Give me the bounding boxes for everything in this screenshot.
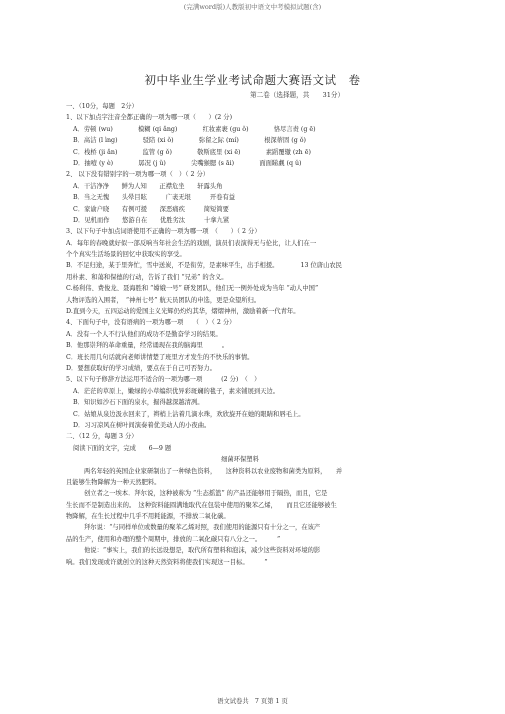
- text-line: 二、（12 分，每题 3 分）: [66, 433, 138, 441]
- text-line: A．干洁净净 鲜为人知 正襟危坐 轩露头角: [73, 182, 223, 190]
- text-line: B．不足归途，某于里奔忙，雪中送炭，不是衔劳，是素味平生，出手相援。 13 位唐山农民: [66, 262, 342, 270]
- exam-content: [66, 101, 444, 568]
- exam-subtitle: 第二卷（选择题，共 31分）: [250, 91, 345, 99]
- text-line: C.杨利伟、费俊龙、聂海胜和 “嫦娥一号” 研发团队，他们无一例外处成为当年 “动人中国”: [66, 285, 319, 293]
- text-line: B．高洁 (l ìng) 驳陪 (xi ǒ) 弥留之际 (mí) 根深蒂固 (g ǒ): [73, 137, 306, 145]
- text-line: 阅读下面的文字，完成 6—9 题: [73, 444, 172, 452]
- text-line: 响。我们发现或许就创立的这种天然资料将使我们实现这一目标。 ”: [66, 558, 268, 566]
- text-line: D.直到今天，五四运动的爱国主义光辉仍灼灼其华，熠熠神州，激励着新一代青年。: [66, 308, 300, 316]
- text-line: 且能够生物降解为一种天然肥料。: [66, 478, 161, 486]
- text-line: 两名年轻的英国企业家研制出了一种绿色资料， 这种资料以农业废物和菌类为原料， 并: [84, 467, 343, 475]
- text-line: 品的生产，使用和办理的整个周期中，排放的二氧化碳只有八分之一。 ”: [66, 535, 281, 543]
- text-line: 人物评选的入围者， “神州七号” 航天员团队的申选，更是众望所归。: [66, 296, 261, 304]
- text-line: A．没有一个人不行认他们的成功不是勤奋学习的结果。: [66, 330, 222, 338]
- text-line: C．家谕户晓 有例可援 深恶痛疾 简短简要: [73, 205, 229, 213]
- document-header: (完满word版)人教版初中语文中考模拟试题(含): [183, 3, 322, 11]
- page-footer: 语文试卷共 7 页第 1 页: [217, 698, 288, 705]
- text-line: B．他那崇拜的革命重量，经常诵现在我的脑海里 。: [66, 342, 229, 350]
- text-line: C．姑娘从泉边汲水回来了，辫梢上沾着几滴水珠，欢欣旋开在她的眼睛和唇毛上。: [73, 410, 305, 418]
- text-line: 2、 以下没有错别字的一项为哪一项（ ）（ 2 分）: [66, 171, 210, 179]
- text-line: D．见机而作 悠游自在 优胜劣汰 十拿九紧: [73, 216, 230, 224]
- text-line: B．知识如沙石下面的泉水，掘得越深越清冽。: [73, 399, 204, 407]
- text-line: 生长而不是制造出来的。 这种资料能圆满地取代在包装中使用的聚苯乙烯， 而且它还能够被生: [66, 501, 337, 509]
- text-line: 个个真实生活场景的回忆中获取实的享受。: [66, 251, 186, 259]
- text-line: A．茫茫的草原上，嫩绿的小草编织优异彩斑斓的毯子，素来铺展到天边。: [73, 387, 280, 395]
- text-line: 物降解，在生长过程中几乎不用耗能源，不排放二氧化碳。: [66, 513, 230, 521]
- text-line: 1、以下加点字注音全都正确的一项为哪一项（ ）(2 分): [66, 114, 233, 122]
- text-line: 细菌环保塑料: [221, 456, 259, 464]
- text-line: C．栈桥 (ji ǎn) 监管 (g ǒ) 敬斯底里 (xi ē) 素蹈覆辙 (zh ē): [73, 148, 311, 156]
- text-line: 拜尔说：“与同样单位或数量的聚苯乙烯对照，我们使用的能源只有十分之一，在该产: [84, 524, 321, 532]
- text-line: D．习习凉风在树叶间演奏着优美动人的小夜曲。: [73, 421, 211, 429]
- text-line: C．班长用几句话就向老师讲情楚了班里方才发生的不快乐的事情。: [66, 353, 254, 361]
- text-line: 他说：“事实上，我们的长远设想是，取代所有塑料和泡沫，减少这些资料对环境的影: [84, 547, 321, 555]
- exam-title: 初中毕业生学业考试命题大赛语文试 卷: [144, 73, 361, 87]
- text-line: 5、以下句子修辞方法运用不适合的一项为哪一项 (2 分) （ ）: [66, 376, 261, 384]
- text-line: 用朴素、和蔼和保德的行动，告诉了我们 “兄弟” 的含义。: [66, 273, 228, 281]
- text-line: 一、（10分，每题 2分）: [66, 103, 138, 110]
- text-line: A．每年的春晚就好似一部反响当年社会生活的戏剧，演员们表演得无与伦比，让人们在一: [66, 239, 317, 247]
- text-line: D．抽噎 (y è) 孱况 (j ǔ) 尖嘴猴腮 (s āi) 面面睇觑 (q ǔ): [73, 159, 302, 167]
- text-line: 3、以下句子中加点词语使用不正确的一项为哪一项 （ ）（ 2 分）: [66, 228, 261, 236]
- text-line: 创立者之一埃本．拜尔说，这种被称为 “生态摇篮” 的产品还能够用于隔热，而且，它是: [84, 490, 328, 498]
- text-line: A．劳顿 (wu) 模糊 (qi ǎng) 红妆素裹 (gu ǒ) 恪尽言责 (g ē): [73, 125, 316, 133]
- text-line: 4、下面句子中，没有语病的一项为哪一项 （ ）（ 2 分）: [66, 319, 236, 327]
- text-line: B．当之无愧 头晕目眩 广袤无垠 开卷有益: [73, 194, 236, 202]
- text-line: D．要想获取好的学习成绩，要点在于自己可否努力。: [66, 364, 216, 372]
